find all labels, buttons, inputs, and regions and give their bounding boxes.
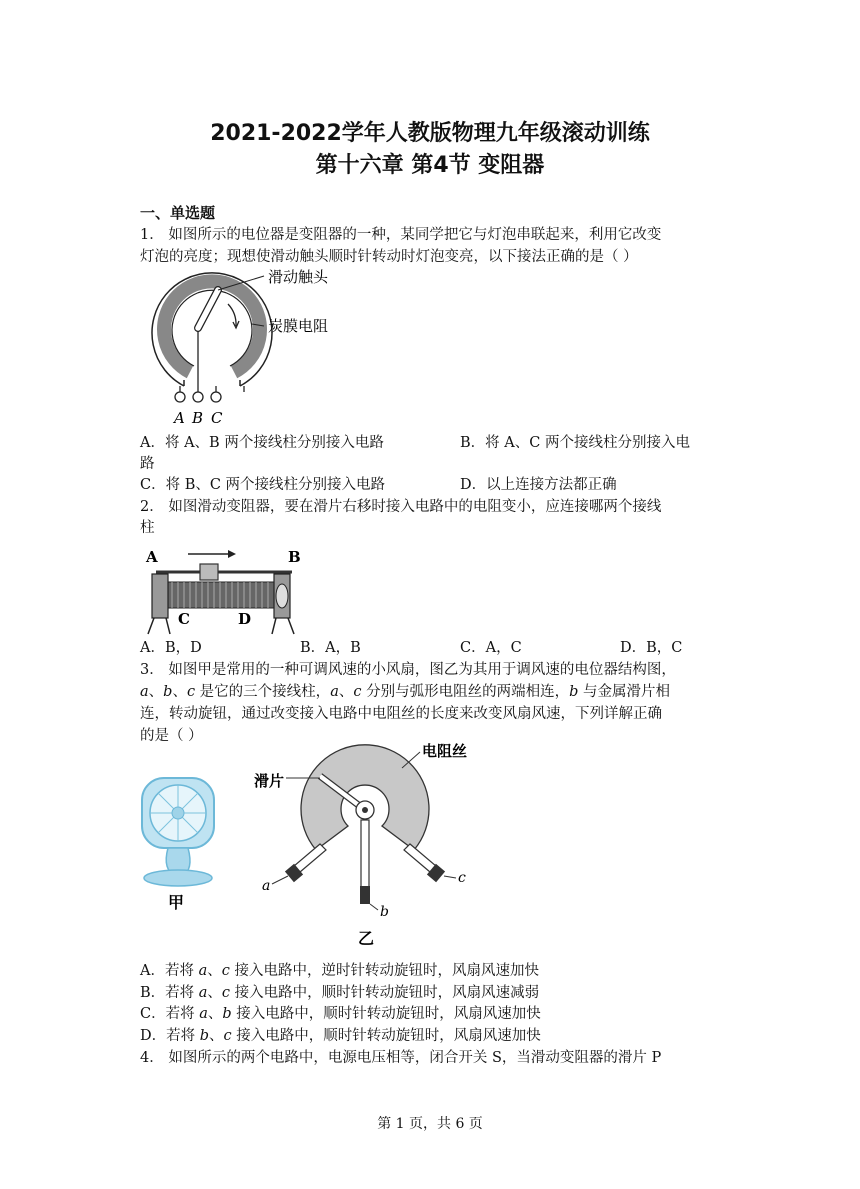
q1-option-a: A．将 A、B 两个接线柱分别接入电路 bbox=[140, 435, 384, 451]
q3-terminal-b: b bbox=[380, 904, 389, 920]
q3-stem-line3: 连，转动旋钮，通过改变接入电路中电阻丝的长度来改变风扇风速，下列详解正确 bbox=[140, 706, 662, 722]
q2-stem-line1: 2． 如图滑动变阻器，要在滑片右移时接入电路中的电阻变小，应连接哪两个接线 bbox=[140, 499, 662, 515]
q1-option-b: B．将 A、C 两个接线柱分别接入电 bbox=[460, 435, 690, 451]
page-subtitle: 第十六章 第4节 变阻器 bbox=[315, 153, 545, 178]
q2-rheostat-figure bbox=[142, 544, 312, 636]
q3-option-d: D．若将 b、c 接入电路中，顺时针转动旋钮时，风扇风速加快 bbox=[140, 1028, 541, 1044]
q1-terminal-c: C bbox=[211, 409, 223, 427]
q2-option-b: B．A，B bbox=[300, 640, 361, 656]
q2-option-c: C．A，C bbox=[460, 640, 522, 656]
q3-terminal-c: c bbox=[458, 870, 466, 886]
q1-label-film: 炭膜电阻 bbox=[268, 317, 329, 335]
q2-option-d: D．B，C bbox=[620, 640, 683, 656]
q1-option-c: C．将 B、C 两个接线柱分别接入电路 bbox=[140, 477, 386, 493]
section-heading: 一、单选题 bbox=[140, 204, 216, 222]
page-footer: 第 1 页，共 6 页 bbox=[377, 1116, 483, 1132]
q2-label-d: D bbox=[238, 610, 252, 628]
q3-label-wire: 电阻丝 bbox=[422, 742, 468, 760]
q3-label-slider: 滑片 bbox=[254, 772, 285, 790]
q3-stem-line1: 3． 如图甲是常用的一种可调风速的小风扇，图乙为其用于调风速的电位器结构图， bbox=[140, 662, 676, 678]
q3-stem-line2: a、b、c 是它的三个接线柱，a、c 分别与弧形电阻丝的两端相连，b 与金属滑片相 bbox=[140, 684, 670, 700]
q1-stem-line2: 灯泡的亮度；现想使滑动触头顺时针转动时灯泡变亮，以下接法正确的是（ ） bbox=[140, 249, 638, 265]
q2-option-a: A．B，D bbox=[140, 640, 202, 656]
q2-label-a: A bbox=[146, 548, 158, 566]
q3-potentiometer-figure bbox=[250, 742, 490, 950]
q3-option-c: C．若将 a、b 接入电路中，顺时针转动旋钮时，风扇风速加快 bbox=[140, 1006, 541, 1022]
q3-terminal-a: a bbox=[262, 878, 271, 894]
q1-label-slider: 滑动触头 bbox=[268, 268, 329, 286]
q2-label-b: B bbox=[288, 548, 301, 566]
q4-stem-line1: 4． 如图所示的两个电路中，电源电压相等，闭合开关 S，当滑动变阻器的滑片 P bbox=[140, 1050, 662, 1066]
q1-stem-line1: 1． 如图所示的电位器是变阻器的一种，某同学把它与灯泡串联起来，利用它改变 bbox=[140, 227, 662, 243]
q1-terminal-a: A bbox=[174, 409, 185, 427]
q1-terminal-b: B bbox=[192, 409, 204, 427]
q1-option-b-wrap: 路 bbox=[140, 456, 155, 472]
q3-fan-figure bbox=[138, 774, 218, 914]
q3-label-jia: 甲 bbox=[168, 893, 185, 912]
q3-stem-line4: 的是（ ） bbox=[140, 728, 203, 744]
q2-label-c: C bbox=[178, 610, 190, 628]
q1-potentiometer-figure bbox=[136, 268, 366, 428]
q2-stem-line2: 柱 bbox=[140, 520, 155, 536]
q3-option-a: A．若将 a、c 接入电路中，逆时针转动旋钮时，风扇风速加快 bbox=[140, 963, 539, 979]
q3-option-b: B．若将 a、c 接入电路中，顺时针转动旋钮时，风扇风速减弱 bbox=[140, 985, 540, 1001]
page-title: 2021-2022学年人教版物理九年级滚动训练 bbox=[210, 121, 650, 146]
q3-label-yi: 乙 bbox=[358, 929, 375, 948]
q1-option-d: D．以上连接方法都正确 bbox=[460, 477, 617, 493]
